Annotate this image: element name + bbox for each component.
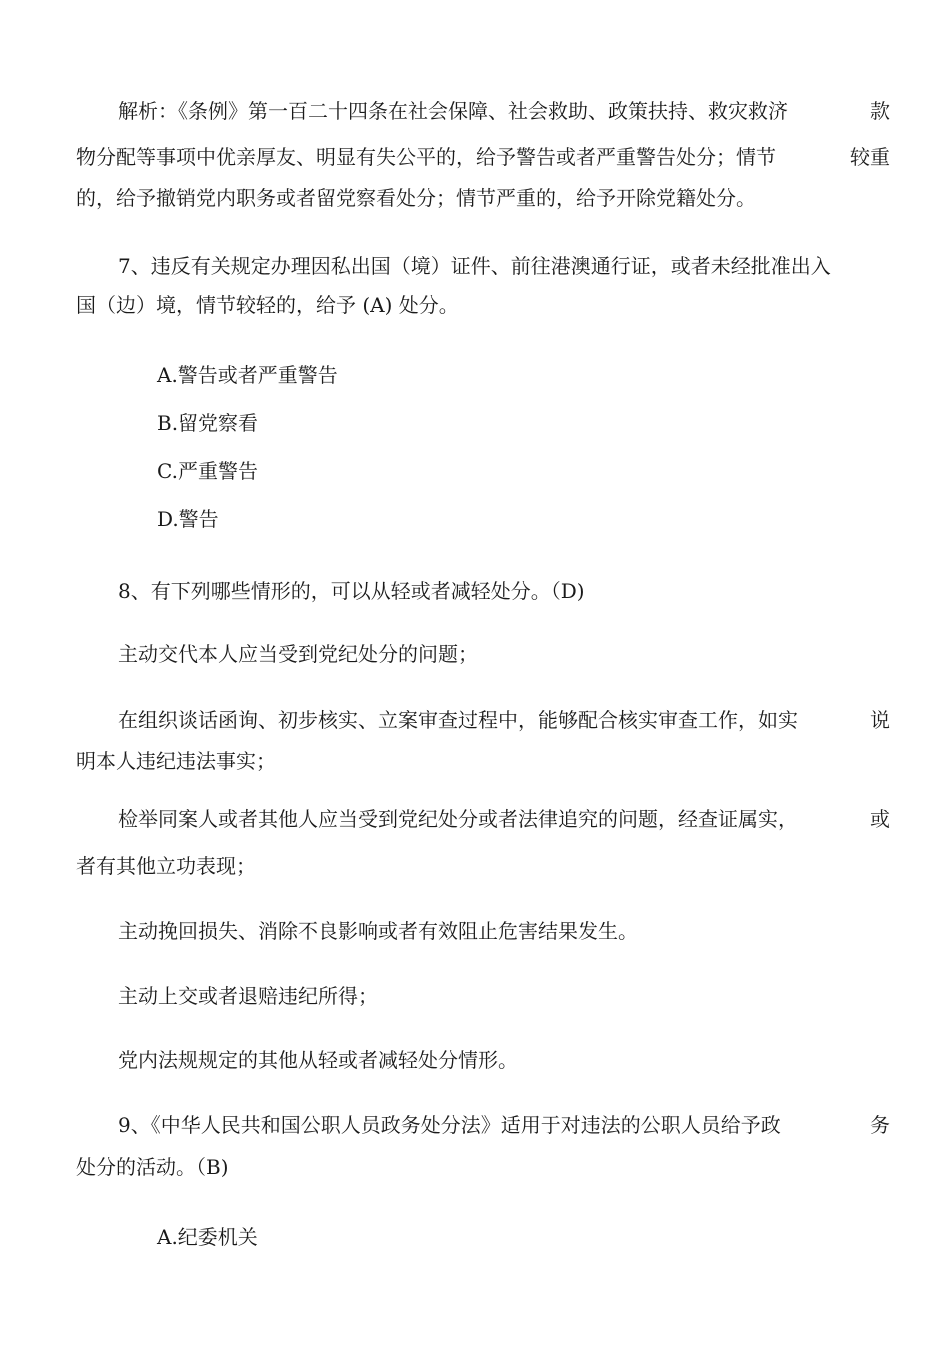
q7-option-a: A.警告或者严重警告 bbox=[157, 363, 338, 387]
q9-line-2: 处分的活动。（B) bbox=[76, 1155, 229, 1179]
q8-item-2-text: 在组织谈话函询、初步核实、立案审查过程中，能够配合核实审查工作，如实 bbox=[118, 708, 798, 732]
q8-item-2-tail: 说 bbox=[870, 708, 890, 732]
q7-option-c: C.严重警告 bbox=[157, 459, 258, 483]
q9-line-1-text: 9、《中华人民共和国公职人员政务处分法》适用于对违法的公职人员给予政 bbox=[118, 1113, 781, 1137]
q8-question: 8、有下列哪些情形的，可以从轻或者减轻处分。（D) bbox=[118, 579, 585, 603]
q8-item-4: 主动挽回损失、消除不良影响或者有效阻止危害结果发生。 bbox=[118, 919, 638, 943]
q8-item-3-tail: 或 bbox=[870, 807, 890, 831]
q7-option-d: D.警告 bbox=[157, 507, 219, 531]
q8-item-2-line-2: 明本人违纪违法事实； bbox=[76, 749, 276, 773]
q8-item-5: 主动上交或者退赔违纪所得； bbox=[118, 984, 378, 1008]
q8-item-2-line-1 bbox=[118, 706, 890, 734]
analysis-text-2: 物分配等事项中优亲厚友、明显有失公平的，给予警告或者严重警告处分；情节 bbox=[76, 145, 776, 169]
analysis-line-2 bbox=[76, 143, 890, 171]
q7-line-2: 国（边）境，情节较轻的，给予 (A) 处分。 bbox=[76, 293, 459, 317]
analysis-tail-2: 较重 bbox=[850, 145, 890, 169]
q9-line-1 bbox=[118, 1111, 890, 1139]
analysis-tail-1: 款 bbox=[870, 99, 890, 123]
q8-item-3-text: 检举同案人或者其他人应当受到党纪处分或者法律追究的问题，经查证属实， bbox=[118, 807, 798, 831]
q8-item-3-line-1 bbox=[118, 805, 890, 833]
q7-line-1: 7、违反有关规定办理因私出国（境）证件、前往港澳通行证，或者未经批准出入 bbox=[118, 254, 831, 278]
q9-line-1-tail: 务 bbox=[870, 1113, 890, 1137]
analysis-text-1: 解析：《条例》第一百二十四条在社会保障、社会救助、政策扶持、救灾救济 bbox=[118, 99, 788, 123]
q8-item-3-line-2: 者有其他立功表现； bbox=[76, 854, 256, 878]
q8-item-6: 党内法规规定的其他从轻或者减轻处分情形。 bbox=[118, 1048, 518, 1072]
analysis-line-3: 的，给予撤销党内职务或者留党察看处分；情节严重的，给予开除党籍处分。 bbox=[76, 186, 756, 210]
q8-item-1: 主动交代本人应当受到党纪处分的问题； bbox=[118, 642, 478, 666]
analysis-line-1 bbox=[118, 97, 890, 125]
q9-option-a: A.纪委机关 bbox=[157, 1225, 258, 1249]
q7-option-b: B.留党察看 bbox=[157, 411, 259, 435]
